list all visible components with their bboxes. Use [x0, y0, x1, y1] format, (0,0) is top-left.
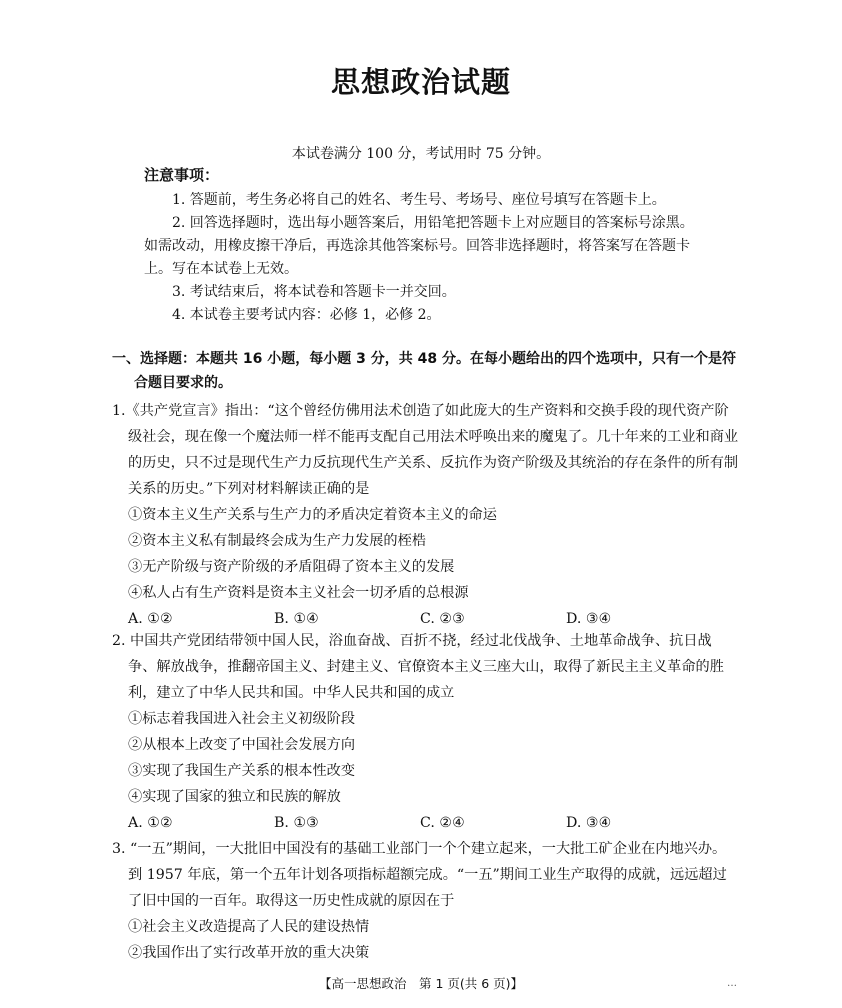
question-1 [112, 398, 740, 632]
choice-a: A. ①② [128, 611, 173, 627]
choice-b: B. ①③ [274, 815, 319, 831]
statement-option: ①资本主义生产关系与生产力的矛盾决定着资本主义的命运 [128, 507, 497, 523]
exam-meta: 本试卷满分 100 分，考试用时 75 分钟。 [291, 146, 551, 162]
question-2 [112, 628, 740, 836]
notice-heading: 注意事项： [144, 166, 220, 184]
notice-item: 4. 本试卷主要考试内容：必修 1，必修 2。 [172, 307, 441, 323]
answer-choices [112, 810, 740, 836]
section-heading [112, 347, 740, 395]
choice-d: D. ③④ [566, 611, 612, 627]
statement-option: ②我国作出了实行改革开放的重大决策 [128, 945, 370, 961]
section-heading-line2: 合题目要求的。 [134, 375, 232, 391]
statement-option: ①标志着我国进入社会主义初级阶段 [128, 711, 356, 727]
notice-item: 1. 答题前，考生务必将自己的姓名、考生号、考场号、座位号填写在答题卡上。 [172, 192, 666, 208]
choice-c: C. ②③ [420, 611, 465, 627]
statement-option: ④实现了国家的独立和民族的解放 [128, 789, 341, 805]
question-3 [112, 836, 740, 966]
statement-option: ②资本主义私有制最终会成为生产力发展的桎梏 [128, 533, 426, 549]
choice-d: D. ③④ [566, 815, 612, 831]
section-heading-line1: 一、选择题：本题共 16 小题，每小题 3 分，共 48 分。在每小题给出的四个选项中，只有一个是符 [112, 351, 736, 367]
choice-c: C. ②④ [420, 815, 465, 831]
question-stem: 1.《共产党宣言》指出：“这个曾经仿佛用法术创造了如此庞大的生产资料和交换手段的现代资产阶级社会，现在像一个魔法师一样不能再支配自己用法术呼唤出来的魔鬼了。几十年来的工业和商业的历史，只不过是现代生产力反抗现代生产关系、反抗作为资产阶级及其统治的存在条件的所有制关系的历史。”下列对材料解读正确的是 [112, 403, 739, 497]
notice-item: 2. 回答选择题时，选出每小题答案后，用铅笔把答题卡上对应题目的答案标号涂黑。如需改动，用橡皮擦干净后，再选涂其他答案标号。回答非选择题时，将答案写在答题卡上。写在本试卷上无效。 [144, 215, 694, 277]
scan-mark: … [727, 978, 737, 989]
notice-list [144, 189, 704, 327]
statement-option: ①社会主义改造提高了人民的建设热情 [128, 919, 370, 935]
page-title: 思想政治试题 [330, 65, 511, 99]
statement-option: ④私人占有生产资料是资本主义社会一切矛盾的总根源 [128, 585, 469, 601]
notice-item: 3. 考试结束后，将本试卷和答题卡一并交回。 [172, 284, 456, 300]
statement-option: ③实现了我国生产关系的根本性改变 [128, 763, 356, 779]
choice-b: B. ①④ [274, 611, 319, 627]
statement-option: ②从根本上改变了中国社会发展方向 [128, 737, 356, 753]
page-footer: 【高一思想政治 第 1 页(共 6 页)】 [318, 976, 524, 991]
choice-a: A. ①② [128, 815, 173, 831]
question-stem: 3. “一五”期间，一大批旧中国没有的基础工业部门一个个建立起来，一大批工矿企业在内地兴办。到 1957 年底，第一个五年计划各项指标超额完成。“一五”期间工业生产取得的成就，远远超过了旧中国的一百年。取得这一历史性成就的原因在于 [112, 841, 727, 909]
question-stem: 2. 中国共产党团结带领中国人民，浴血奋战、百折不挠，经过北伐战争、土地革命战争、抗日战争、解放战争，推翻帝国主义、封建主义、官僚资本主义三座大山，取得了新民主主义革命的胜利，建立了中华人民共和国。中华人民共和国的成立 [112, 633, 724, 701]
statement-option: ③无产阶级与资产阶级的矛盾阻碍了资本主义的发展 [128, 559, 455, 575]
